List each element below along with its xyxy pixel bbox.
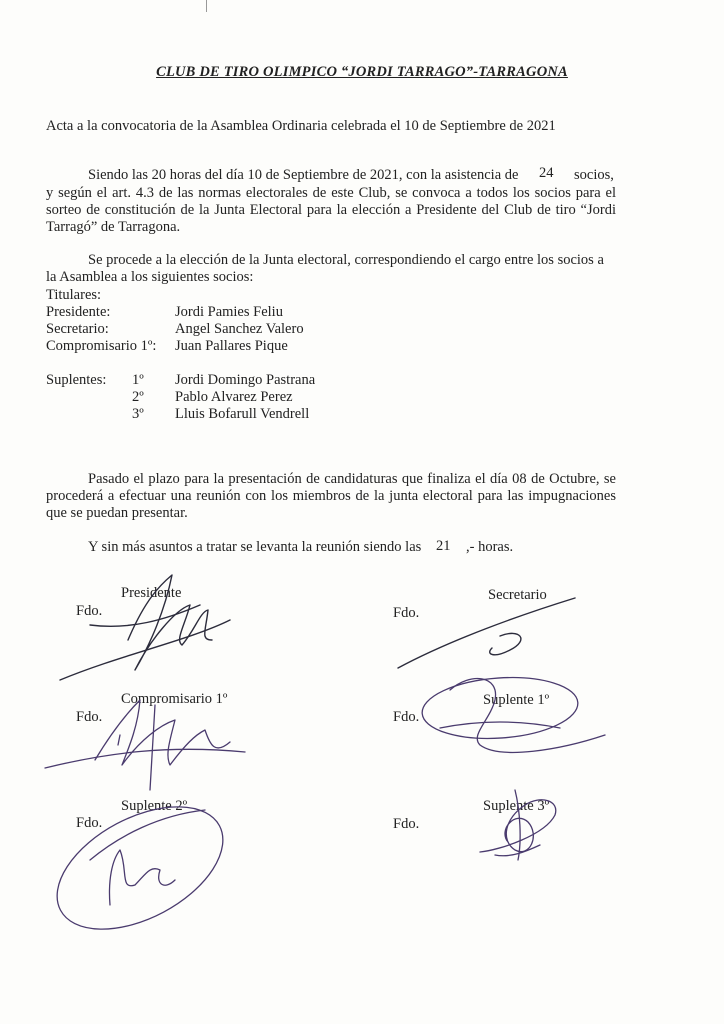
signature-label-suplente-1: Suplente 1º xyxy=(483,692,550,708)
signature-secretario-scribble xyxy=(398,598,575,668)
suplente-name: Pablo Alvarez Perez xyxy=(175,389,293,405)
fdo-label: Fdo. xyxy=(76,603,103,619)
signature-compromisario-scribble xyxy=(45,700,245,790)
closing-text: Y sin más asuntos a tratar se levanta la reunión siendo las xyxy=(88,539,422,555)
fdo-label: Fdo. xyxy=(393,709,420,725)
fdo-label: Fdo. xyxy=(393,816,420,832)
suplente-number: 2º xyxy=(132,389,144,405)
closing-end: ,- horas. xyxy=(466,539,514,555)
signature-label-compromisario: Compromisario 1º xyxy=(121,691,228,707)
fdo-label: Fdo. xyxy=(76,709,103,725)
paragraph1-line1-text: Siendo las 20 horas del día 10 de Septiembre de 2021, con la asistencia de xyxy=(88,167,519,183)
signature-label-suplente-3: Suplente 3º xyxy=(483,798,550,814)
titular-role: Compromisario 1º: xyxy=(46,338,157,354)
suplente-name: Jordi Domingo Pastrana xyxy=(175,372,316,388)
signature-suplente-1-scribble xyxy=(420,673,605,753)
titular-name: Juan Pallares Pique xyxy=(175,338,288,354)
suplente-name: Lluis Bofarull Vendrell xyxy=(175,406,310,422)
paragraph2-line1: Se procede a la elección de la Junta electoral, correspondiendo el cargo entre los socios a xyxy=(88,252,604,268)
suplente-number: 1º xyxy=(132,372,144,388)
paragraph2-line2: la Asamblea a los siguientes socios: xyxy=(46,269,254,285)
fdo-label: Fdo. xyxy=(76,815,103,831)
scan-mark xyxy=(206,0,207,12)
titular-role: Presidente: xyxy=(46,304,111,320)
suplente-number: 3º xyxy=(132,406,144,422)
signature-label-presidente: Presidente xyxy=(121,585,182,601)
intro-line: Acta a la convocatoria de la Asamblea Ordinaria celebrada el 10 de Septiembre de 2021 xyxy=(46,118,556,134)
suplentes-heading: Suplentes: xyxy=(46,372,107,388)
paragraph1-line1-end: socios, xyxy=(574,167,614,183)
closing-hour: 21 xyxy=(436,538,451,554)
signature-label-secretario: Secretario xyxy=(488,587,547,603)
document-title: CLUB DE TIRO OLIMPICO “JORDI TARRAGO”-TARRAGONA xyxy=(156,64,568,80)
titular-role: Secretario: xyxy=(46,321,109,337)
attendees-count: 24 xyxy=(539,165,554,181)
titular-name: Jordi Pamies Feliu xyxy=(175,304,283,320)
titulares-heading: Titulares: xyxy=(46,287,102,303)
signature-label-suplente-2: Suplente 2º xyxy=(121,798,188,814)
paragraph3-body: Pasado el plazo para la presentación de candidaturas que finaliza el día 08 de Octubre, se procederá a efectuar una reunión con los miembros de la junta electoral para las impugnaciones que se puedan presentar. xyxy=(46,471,616,521)
paragraph1-body: y según el art. 4.3 de las normas electorales de este Club, se convoca a todos los socios para el sorteo de constitución de la Junta Electoral para la elección a Presidente del Club de tiro “Jordi Tarragó” de Tarragona. xyxy=(46,185,616,235)
titular-name: Angel Sanchez Valero xyxy=(175,321,304,337)
fdo-label: Fdo. xyxy=(393,605,420,621)
